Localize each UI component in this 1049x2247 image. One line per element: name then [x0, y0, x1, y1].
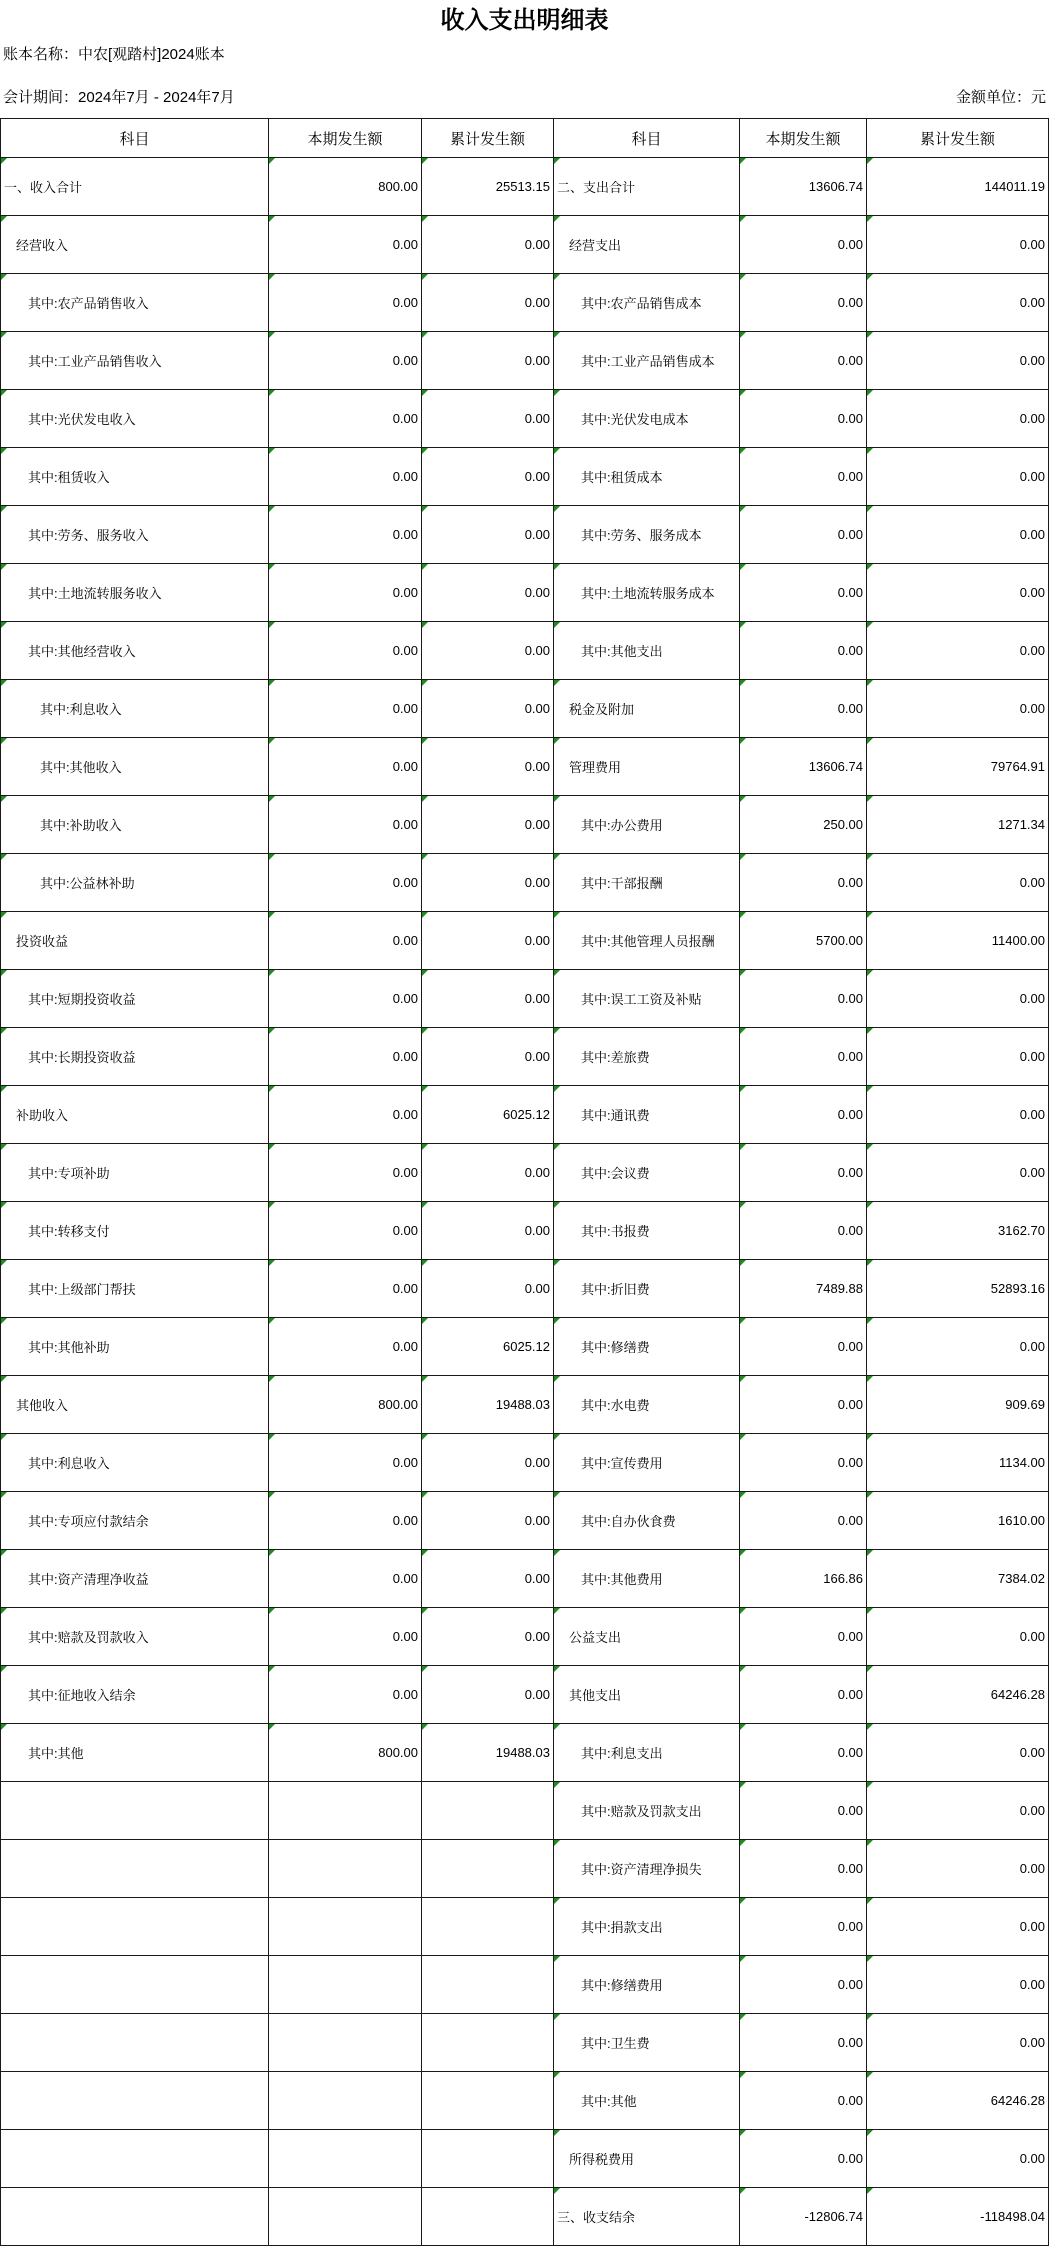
income-subject-cell: 其中:其他收入	[1, 738, 269, 796]
expense-cumulative-cell: 1271.34	[867, 796, 1049, 854]
income-cumulative-cell: 0.00	[422, 970, 554, 1028]
expense-current-cell: 0.00	[740, 1898, 867, 1956]
income-current-cell: 0.00	[269, 274, 422, 332]
income-subject-cell: 其中:其他	[1, 1724, 269, 1782]
table-row	[1, 1376, 1049, 1434]
header-expense-current: 本期发生额	[740, 119, 867, 158]
expense-cumulative-cell: 0.00	[867, 1956, 1049, 2014]
income-current-cell: 0.00	[269, 1260, 422, 1318]
income-current-cell: 0.00	[269, 1608, 422, 1666]
income-subject-cell: 其中:土地流转服务收入	[1, 564, 269, 622]
table-row	[1, 158, 1049, 216]
income-cumulative-cell: 0.00	[422, 854, 554, 912]
income-subject-cell: 其中:转移支付	[1, 1202, 269, 1260]
table-row	[1, 216, 1049, 274]
expense-cumulative-cell: 3162.70	[867, 1202, 1049, 1260]
expense-cumulative-cell: -118498.04	[867, 2188, 1049, 2246]
table-row	[1, 332, 1049, 390]
expense-subject-cell: 三、收支结余	[554, 2188, 740, 2246]
expense-current-cell: 0.00	[740, 2130, 867, 2188]
income-current-cell: 0.00	[269, 854, 422, 912]
expense-cumulative-cell: 0.00	[867, 1144, 1049, 1202]
income-cumulative-cell: 0.00	[422, 332, 554, 390]
expense-cumulative-cell: 0.00	[867, 448, 1049, 506]
income-cumulative-cell: 0.00	[422, 1202, 554, 1260]
expense-cumulative-cell: 0.00	[867, 1840, 1049, 1898]
income-current-cell	[269, 1840, 422, 1898]
header-expense-cumulative: 累计发生额	[867, 119, 1049, 158]
income-subject-cell: 其中:短期投资收益	[1, 970, 269, 1028]
expense-subject-cell: 其中:会议费	[554, 1144, 740, 1202]
table-row	[1, 390, 1049, 448]
page-title: 收入支出明细表	[440, 6, 609, 34]
expense-subject-cell: 其他支出	[554, 1666, 740, 1724]
income-subject-cell: 其中:光伏发电收入	[1, 390, 269, 448]
income-subject-cell: 其中:其他经营收入	[1, 622, 269, 680]
expense-current-cell: -12806.74	[740, 2188, 867, 2246]
income-cumulative-cell: 0.00	[422, 1608, 554, 1666]
expense-current-cell: 7489.88	[740, 1260, 867, 1318]
expense-subject-cell: 公益支出	[554, 1608, 740, 1666]
income-current-cell	[269, 1782, 422, 1840]
expense-cumulative-cell: 0.00	[867, 970, 1049, 1028]
expense-current-cell: 0.00	[740, 1782, 867, 1840]
income-subject-cell: 其中:利息收入	[1, 680, 269, 738]
income-cumulative-cell	[422, 2188, 554, 2246]
expense-current-cell: 0.00	[740, 854, 867, 912]
expense-subject-cell: 二、支出合计	[554, 158, 740, 216]
expense-current-cell: 0.00	[740, 2014, 867, 2072]
income-cumulative-cell: 0.00	[422, 1260, 554, 1318]
table-row	[1, 1492, 1049, 1550]
table-row	[1, 854, 1049, 912]
expense-current-cell: 5700.00	[740, 912, 867, 970]
expense-cumulative-cell: 909.69	[867, 1376, 1049, 1434]
income-cumulative-cell: 25513.15	[422, 158, 554, 216]
table-row	[1, 2188, 1049, 2246]
income-cumulative-cell	[422, 1956, 554, 2014]
income-current-cell	[269, 2188, 422, 2246]
income-cumulative-cell: 19488.03	[422, 1724, 554, 1782]
expense-current-cell: 13606.74	[740, 158, 867, 216]
income-subject-cell	[1, 2014, 269, 2072]
table-row	[1, 1550, 1049, 1608]
income-subject-cell: 其中:其他补助	[1, 1318, 269, 1376]
income-current-cell: 0.00	[269, 506, 422, 564]
expense-current-cell: 0.00	[740, 1666, 867, 1724]
expense-subject-cell: 其中:折旧费	[554, 1260, 740, 1318]
income-cumulative-cell: 0.00	[422, 448, 554, 506]
income-cumulative-cell: 0.00	[422, 506, 554, 564]
expense-subject-cell: 其中:办公费用	[554, 796, 740, 854]
income-current-cell: 0.00	[269, 216, 422, 274]
income-current-cell: 0.00	[269, 1144, 422, 1202]
expense-subject-cell: 其中:利息支出	[554, 1724, 740, 1782]
expense-subject-cell: 其中:水电费	[554, 1376, 740, 1434]
income-subject-cell: 其中:公益林补助	[1, 854, 269, 912]
income-subject-cell: 其他收入	[1, 1376, 269, 1434]
income-current-cell	[269, 1956, 422, 2014]
income-subject-cell	[1, 2072, 269, 2130]
income-subject-cell: 一、收入合计	[1, 158, 269, 216]
income-subject-cell: 补助收入	[1, 1086, 269, 1144]
expense-cumulative-cell: 0.00	[867, 1724, 1049, 1782]
income-current-cell: 0.00	[269, 1086, 422, 1144]
expense-subject-cell: 其中:宣传费用	[554, 1434, 740, 1492]
expense-cumulative-cell: 0.00	[867, 390, 1049, 448]
expense-cumulative-cell: 0.00	[867, 1608, 1049, 1666]
expense-cumulative-cell: 0.00	[867, 1086, 1049, 1144]
income-cumulative-cell: 6025.12	[422, 1086, 554, 1144]
table-row	[1, 1202, 1049, 1260]
table-row	[1, 796, 1049, 854]
table-row	[1, 1028, 1049, 1086]
table-row	[1, 1898, 1049, 1956]
income-cumulative-cell: 0.00	[422, 622, 554, 680]
income-cumulative-cell: 0.00	[422, 1144, 554, 1202]
income-current-cell: 0.00	[269, 564, 422, 622]
expense-current-cell: 0.00	[740, 1086, 867, 1144]
expense-cumulative-cell: 0.00	[867, 564, 1049, 622]
income-subject-cell: 其中:专项应付款结余	[1, 1492, 269, 1550]
income-subject-cell	[1, 2188, 269, 2246]
income-subject-cell	[1, 1782, 269, 1840]
income-cumulative-cell: 0.00	[422, 564, 554, 622]
expense-cumulative-cell: 144011.19	[867, 158, 1049, 216]
income-cumulative-cell: 0.00	[422, 738, 554, 796]
income-current-cell: 0.00	[269, 738, 422, 796]
expense-subject-cell: 所得税费用	[554, 2130, 740, 2188]
table-row	[1, 1086, 1049, 1144]
table-row	[1, 1144, 1049, 1202]
expense-current-cell: 0.00	[740, 1028, 867, 1086]
expense-current-cell: 13606.74	[740, 738, 867, 796]
expense-cumulative-cell: 52893.16	[867, 1260, 1049, 1318]
income-current-cell: 800.00	[269, 1724, 422, 1782]
expense-current-cell: 0.00	[740, 1840, 867, 1898]
expense-cumulative-cell: 79764.91	[867, 738, 1049, 796]
expense-cumulative-cell: 0.00	[867, 506, 1049, 564]
table-row	[1, 1724, 1049, 1782]
expense-subject-cell: 其中:干部报酬	[554, 854, 740, 912]
header-income-subject: 科目	[1, 119, 269, 158]
income-current-cell: 0.00	[269, 1028, 422, 1086]
income-current-cell: 0.00	[269, 332, 422, 390]
expense-current-cell: 0.00	[740, 1144, 867, 1202]
expense-cumulative-cell: 0.00	[867, 332, 1049, 390]
income-cumulative-cell: 0.00	[422, 1434, 554, 1492]
income-current-cell: 800.00	[269, 158, 422, 216]
expense-current-cell: 0.00	[740, 1318, 867, 1376]
expense-subject-cell: 其中:书报费	[554, 1202, 740, 1260]
ledger-name: 账本名称：中农[观踏村]2024账本	[3, 46, 225, 63]
expense-subject-cell: 其中:修缮费	[554, 1318, 740, 1376]
expense-cumulative-cell: 0.00	[867, 680, 1049, 738]
expense-current-cell: 0.00	[740, 1956, 867, 2014]
income-current-cell: 0.00	[269, 970, 422, 1028]
expense-subject-cell: 其中:其他费用	[554, 1550, 740, 1608]
income-cumulative-cell: 0.00	[422, 274, 554, 332]
expense-cumulative-cell: 7384.02	[867, 1550, 1049, 1608]
income-cumulative-cell: 0.00	[422, 1028, 554, 1086]
expense-current-cell: 250.00	[740, 796, 867, 854]
expense-subject-cell: 其中:修缮费用	[554, 1956, 740, 2014]
income-cumulative-cell: 0.00	[422, 680, 554, 738]
income-current-cell	[269, 1898, 422, 1956]
table-body	[1, 158, 1049, 2246]
expense-cumulative-cell: 0.00	[867, 1028, 1049, 1086]
income-cumulative-cell: 0.00	[422, 390, 554, 448]
income-current-cell: 0.00	[269, 1550, 422, 1608]
income-current-cell: 0.00	[269, 1202, 422, 1260]
expense-current-cell: 0.00	[740, 2072, 867, 2130]
income-current-cell: 800.00	[269, 1376, 422, 1434]
income-current-cell: 0.00	[269, 796, 422, 854]
expense-subject-cell: 其中:光伏发电成本	[554, 390, 740, 448]
expense-current-cell: 0.00	[740, 1202, 867, 1260]
expense-cumulative-cell: 1610.00	[867, 1492, 1049, 1550]
expense-subject-cell: 其中:工业产品销售成本	[554, 332, 740, 390]
table-row	[1, 1434, 1049, 1492]
table-row	[1, 680, 1049, 738]
income-current-cell: 0.00	[269, 1666, 422, 1724]
table-row	[1, 912, 1049, 970]
table-row	[1, 1318, 1049, 1376]
expense-subject-cell: 其中:租赁成本	[554, 448, 740, 506]
expense-subject-cell: 其中:土地流转服务成本	[554, 564, 740, 622]
expense-current-cell: 0.00	[740, 564, 867, 622]
income-current-cell	[269, 2130, 422, 2188]
income-cumulative-cell: 0.00	[422, 216, 554, 274]
income-subject-cell: 其中:资产清理净收益	[1, 1550, 269, 1608]
accounting-period: 会计期间：2024年7月 - 2024年7月	[3, 89, 235, 106]
income-subject-cell: 其中:劳务、服务收入	[1, 506, 269, 564]
income-subject-cell	[1, 1898, 269, 1956]
expense-current-cell: 0.00	[740, 274, 867, 332]
table-row	[1, 2130, 1049, 2188]
income-subject-cell: 其中:工业产品销售收入	[1, 332, 269, 390]
income-current-cell: 0.00	[269, 448, 422, 506]
income-subject-cell: 其中:上级部门帮扶	[1, 1260, 269, 1318]
table-row	[1, 274, 1049, 332]
table-row	[1, 970, 1049, 1028]
expense-cumulative-cell: 0.00	[867, 216, 1049, 274]
income-subject-cell: 其中:补助收入	[1, 796, 269, 854]
expense-subject-cell: 其中:其他管理人员报酬	[554, 912, 740, 970]
income-subject-cell	[1, 1840, 269, 1898]
expense-current-cell: 0.00	[740, 970, 867, 1028]
income-current-cell: 0.00	[269, 1492, 422, 1550]
income-subject-cell: 其中:租赁收入	[1, 448, 269, 506]
expense-current-cell: 0.00	[740, 390, 867, 448]
table-row	[1, 1840, 1049, 1898]
table-row	[1, 564, 1049, 622]
income-subject-cell: 其中:长期投资收益	[1, 1028, 269, 1086]
table-row	[1, 2014, 1049, 2072]
expense-cumulative-cell: 1134.00	[867, 1434, 1049, 1492]
amount-unit: 金额单位：元	[955, 89, 1046, 106]
expense-cumulative-cell: 11400.00	[867, 912, 1049, 970]
income-subject-cell: 经营收入	[1, 216, 269, 274]
table-row	[1, 738, 1049, 796]
expense-subject-cell: 其中:赔款及罚款支出	[554, 1782, 740, 1840]
expense-cumulative-cell: 0.00	[867, 2014, 1049, 2072]
expense-cumulative-cell: 0.00	[867, 274, 1049, 332]
expense-subject-cell: 其中:农产品销售成本	[554, 274, 740, 332]
expense-subject-cell: 其中:通讯费	[554, 1086, 740, 1144]
expense-current-cell: 0.00	[740, 680, 867, 738]
expense-subject-cell: 其中:其他支出	[554, 622, 740, 680]
table-row	[1, 1608, 1049, 1666]
expense-current-cell: 0.00	[740, 506, 867, 564]
income-expense-table	[0, 118, 1049, 2246]
expense-subject-cell: 其中:误工工资及补贴	[554, 970, 740, 1028]
income-current-cell: 0.00	[269, 1434, 422, 1492]
income-cumulative-cell: 0.00	[422, 912, 554, 970]
expense-current-cell: 0.00	[740, 1608, 867, 1666]
income-cumulative-cell: 0.00	[422, 796, 554, 854]
expense-cumulative-cell: 0.00	[867, 854, 1049, 912]
expense-subject-cell: 其中:差旅费	[554, 1028, 740, 1086]
income-subject-cell: 其中:专项补助	[1, 1144, 269, 1202]
expense-cumulative-cell: 64246.28	[867, 1666, 1049, 1724]
income-cumulative-cell	[422, 1898, 554, 1956]
income-current-cell	[269, 2072, 422, 2130]
income-subject-cell: 投资收益	[1, 912, 269, 970]
expense-current-cell: 0.00	[740, 1724, 867, 1782]
income-cumulative-cell: 6025.12	[422, 1318, 554, 1376]
expense-current-cell: 0.00	[740, 1434, 867, 1492]
expense-cumulative-cell: 64246.28	[867, 2072, 1049, 2130]
header-income-current: 本期发生额	[269, 119, 422, 158]
expense-cumulative-cell: 0.00	[867, 1318, 1049, 1376]
table-row	[1, 1260, 1049, 1318]
income-subject-cell: 其中:农产品销售收入	[1, 274, 269, 332]
income-current-cell: 0.00	[269, 622, 422, 680]
income-subject-cell	[1, 2130, 269, 2188]
income-current-cell	[269, 2014, 422, 2072]
income-cumulative-cell	[422, 2014, 554, 2072]
expense-subject-cell: 其中:卫生费	[554, 2014, 740, 2072]
income-subject-cell: 其中:征地收入结余	[1, 1666, 269, 1724]
expense-current-cell: 0.00	[740, 1492, 867, 1550]
table-row	[1, 1666, 1049, 1724]
income-cumulative-cell	[422, 2130, 554, 2188]
income-cumulative-cell	[422, 1782, 554, 1840]
header-expense-subject: 科目	[554, 119, 740, 158]
income-cumulative-cell: 0.00	[422, 1666, 554, 1724]
expense-cumulative-cell: 0.00	[867, 622, 1049, 680]
income-subject-cell: 其中:赔款及罚款收入	[1, 1608, 269, 1666]
income-current-cell: 0.00	[269, 1318, 422, 1376]
table-row	[1, 1956, 1049, 2014]
expense-subject-cell: 其中:自办伙食费	[554, 1492, 740, 1550]
expense-cumulative-cell: 0.00	[867, 1782, 1049, 1840]
expense-subject-cell: 其中:资产清理净损失	[554, 1840, 740, 1898]
income-current-cell: 0.00	[269, 680, 422, 738]
table-header-row	[1, 119, 1049, 158]
expense-cumulative-cell: 0.00	[867, 1898, 1049, 1956]
income-current-cell: 0.00	[269, 912, 422, 970]
expense-subject-cell: 其中:其他	[554, 2072, 740, 2130]
header-income-cumulative: 累计发生额	[422, 119, 554, 158]
income-subject-cell: 其中:利息收入	[1, 1434, 269, 1492]
expense-current-cell: 0.00	[740, 622, 867, 680]
expense-current-cell: 0.00	[740, 448, 867, 506]
expense-current-cell: 0.00	[740, 332, 867, 390]
income-cumulative-cell	[422, 2072, 554, 2130]
expense-subject-cell: 经营支出	[554, 216, 740, 274]
income-subject-cell	[1, 1956, 269, 2014]
expense-current-cell: 0.00	[740, 216, 867, 274]
income-cumulative-cell: 0.00	[422, 1492, 554, 1550]
income-cumulative-cell	[422, 1840, 554, 1898]
income-cumulative-cell: 19488.03	[422, 1376, 554, 1434]
expense-subject-cell: 其中:捐款支出	[554, 1898, 740, 1956]
table-row	[1, 622, 1049, 680]
table-row	[1, 2072, 1049, 2130]
table-row	[1, 448, 1049, 506]
income-current-cell: 0.00	[269, 390, 422, 448]
table-row	[1, 506, 1049, 564]
expense-subject-cell: 管理费用	[554, 738, 740, 796]
expense-current-cell: 0.00	[740, 1376, 867, 1434]
table-row	[1, 1782, 1049, 1840]
expense-subject-cell: 税金及附加	[554, 680, 740, 738]
expense-subject-cell: 其中:劳务、服务成本	[554, 506, 740, 564]
income-cumulative-cell: 0.00	[422, 1550, 554, 1608]
expense-cumulative-cell: 0.00	[867, 2130, 1049, 2188]
expense-current-cell: 166.86	[740, 1550, 867, 1608]
